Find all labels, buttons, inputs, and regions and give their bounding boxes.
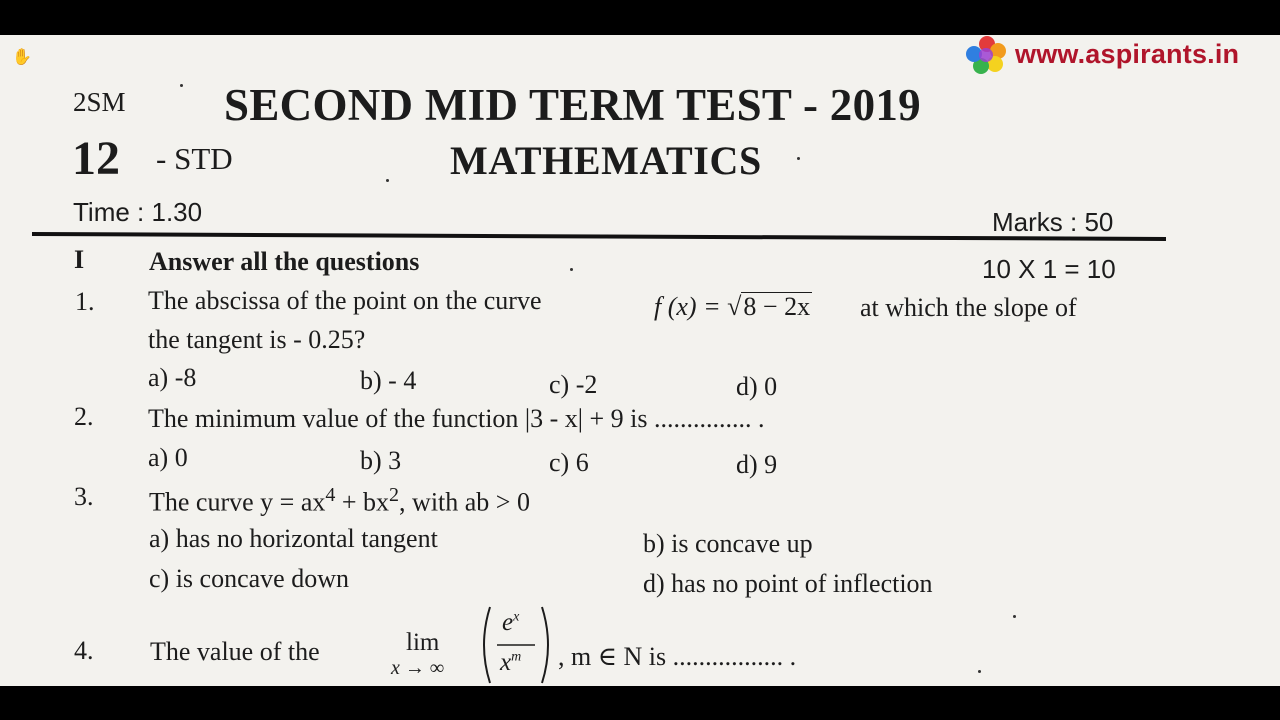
question-text: the tangent is - 0.25? bbox=[148, 325, 366, 354]
question-text: The curve $y = ax^4 + bx^2$, with ab > 0 bbox=[149, 484, 530, 517]
option-c: c) 6 bbox=[549, 448, 589, 477]
question-text: The minimum value of the function |3 - x| + 9 is ............... . bbox=[148, 404, 765, 433]
option-c: c) is concave down bbox=[149, 564, 349, 593]
question-number: 1. bbox=[75, 287, 95, 316]
limit-fraction: $e^x$ $x^m$ bbox=[480, 603, 552, 686]
option-b: b) is concave up bbox=[643, 529, 813, 558]
std-number: 12 bbox=[72, 132, 120, 185]
exam-paper bbox=[0, 35, 1280, 686]
cursor-hand-icon: ✋ bbox=[12, 49, 32, 66]
option-c: c) -2 bbox=[549, 370, 598, 399]
marks-scheme: 10 X 1 = 10 bbox=[982, 254, 1116, 284]
question-text: at which the slope of bbox=[860, 293, 1077, 322]
exam-title: SECOND MID TERM TEST - 2019 bbox=[224, 80, 921, 130]
speck bbox=[978, 670, 981, 673]
sqrt-sign: √ bbox=[727, 292, 742, 321]
question-number: 4. bbox=[74, 636, 94, 665]
curve-function: f (x) = √8 − 2x bbox=[654, 292, 811, 321]
std-label: - STD bbox=[156, 141, 233, 176]
question-number: 2. bbox=[74, 402, 94, 431]
speck bbox=[386, 179, 389, 182]
site-link[interactable]: www.aspirants.in bbox=[1015, 39, 1240, 69]
speck bbox=[570, 268, 573, 271]
question-text: The value of the bbox=[150, 637, 320, 666]
option-b: b) - 4 bbox=[360, 366, 417, 395]
option-d: d) 9 bbox=[736, 450, 778, 479]
option-b: b) 3 bbox=[360, 446, 402, 475]
speck bbox=[797, 157, 800, 160]
option-a: a) 0 bbox=[148, 443, 188, 472]
option-a: a) -8 bbox=[148, 363, 197, 392]
speck bbox=[180, 84, 183, 87]
aspirants-flower-logo-icon bbox=[966, 35, 1008, 75]
question-text: The abscissa of the point on the curve bbox=[148, 286, 542, 315]
question-text: , m ∈ N is ................. . bbox=[558, 642, 797, 671]
section-instruction: Answer all the questions bbox=[149, 247, 420, 276]
option-a: a) has no horizontal tangent bbox=[149, 524, 438, 553]
option-d: d) has no point of inflection bbox=[643, 569, 933, 598]
question-number: 3. bbox=[74, 482, 94, 511]
paper-code: 2SM bbox=[73, 87, 126, 117]
speck bbox=[1013, 615, 1016, 618]
limit-expression: lim x → ∞ bbox=[391, 629, 445, 679]
time-label: Time : 1.30 bbox=[73, 197, 203, 227]
marks-label: Marks : 50 bbox=[992, 207, 1114, 237]
option-d: d) 0 bbox=[736, 372, 778, 401]
subject-title: MATHEMATICS bbox=[450, 138, 762, 183]
sqrt-radicand: 8 − 2x bbox=[743, 292, 811, 321]
section-numeral: I bbox=[74, 245, 85, 274]
